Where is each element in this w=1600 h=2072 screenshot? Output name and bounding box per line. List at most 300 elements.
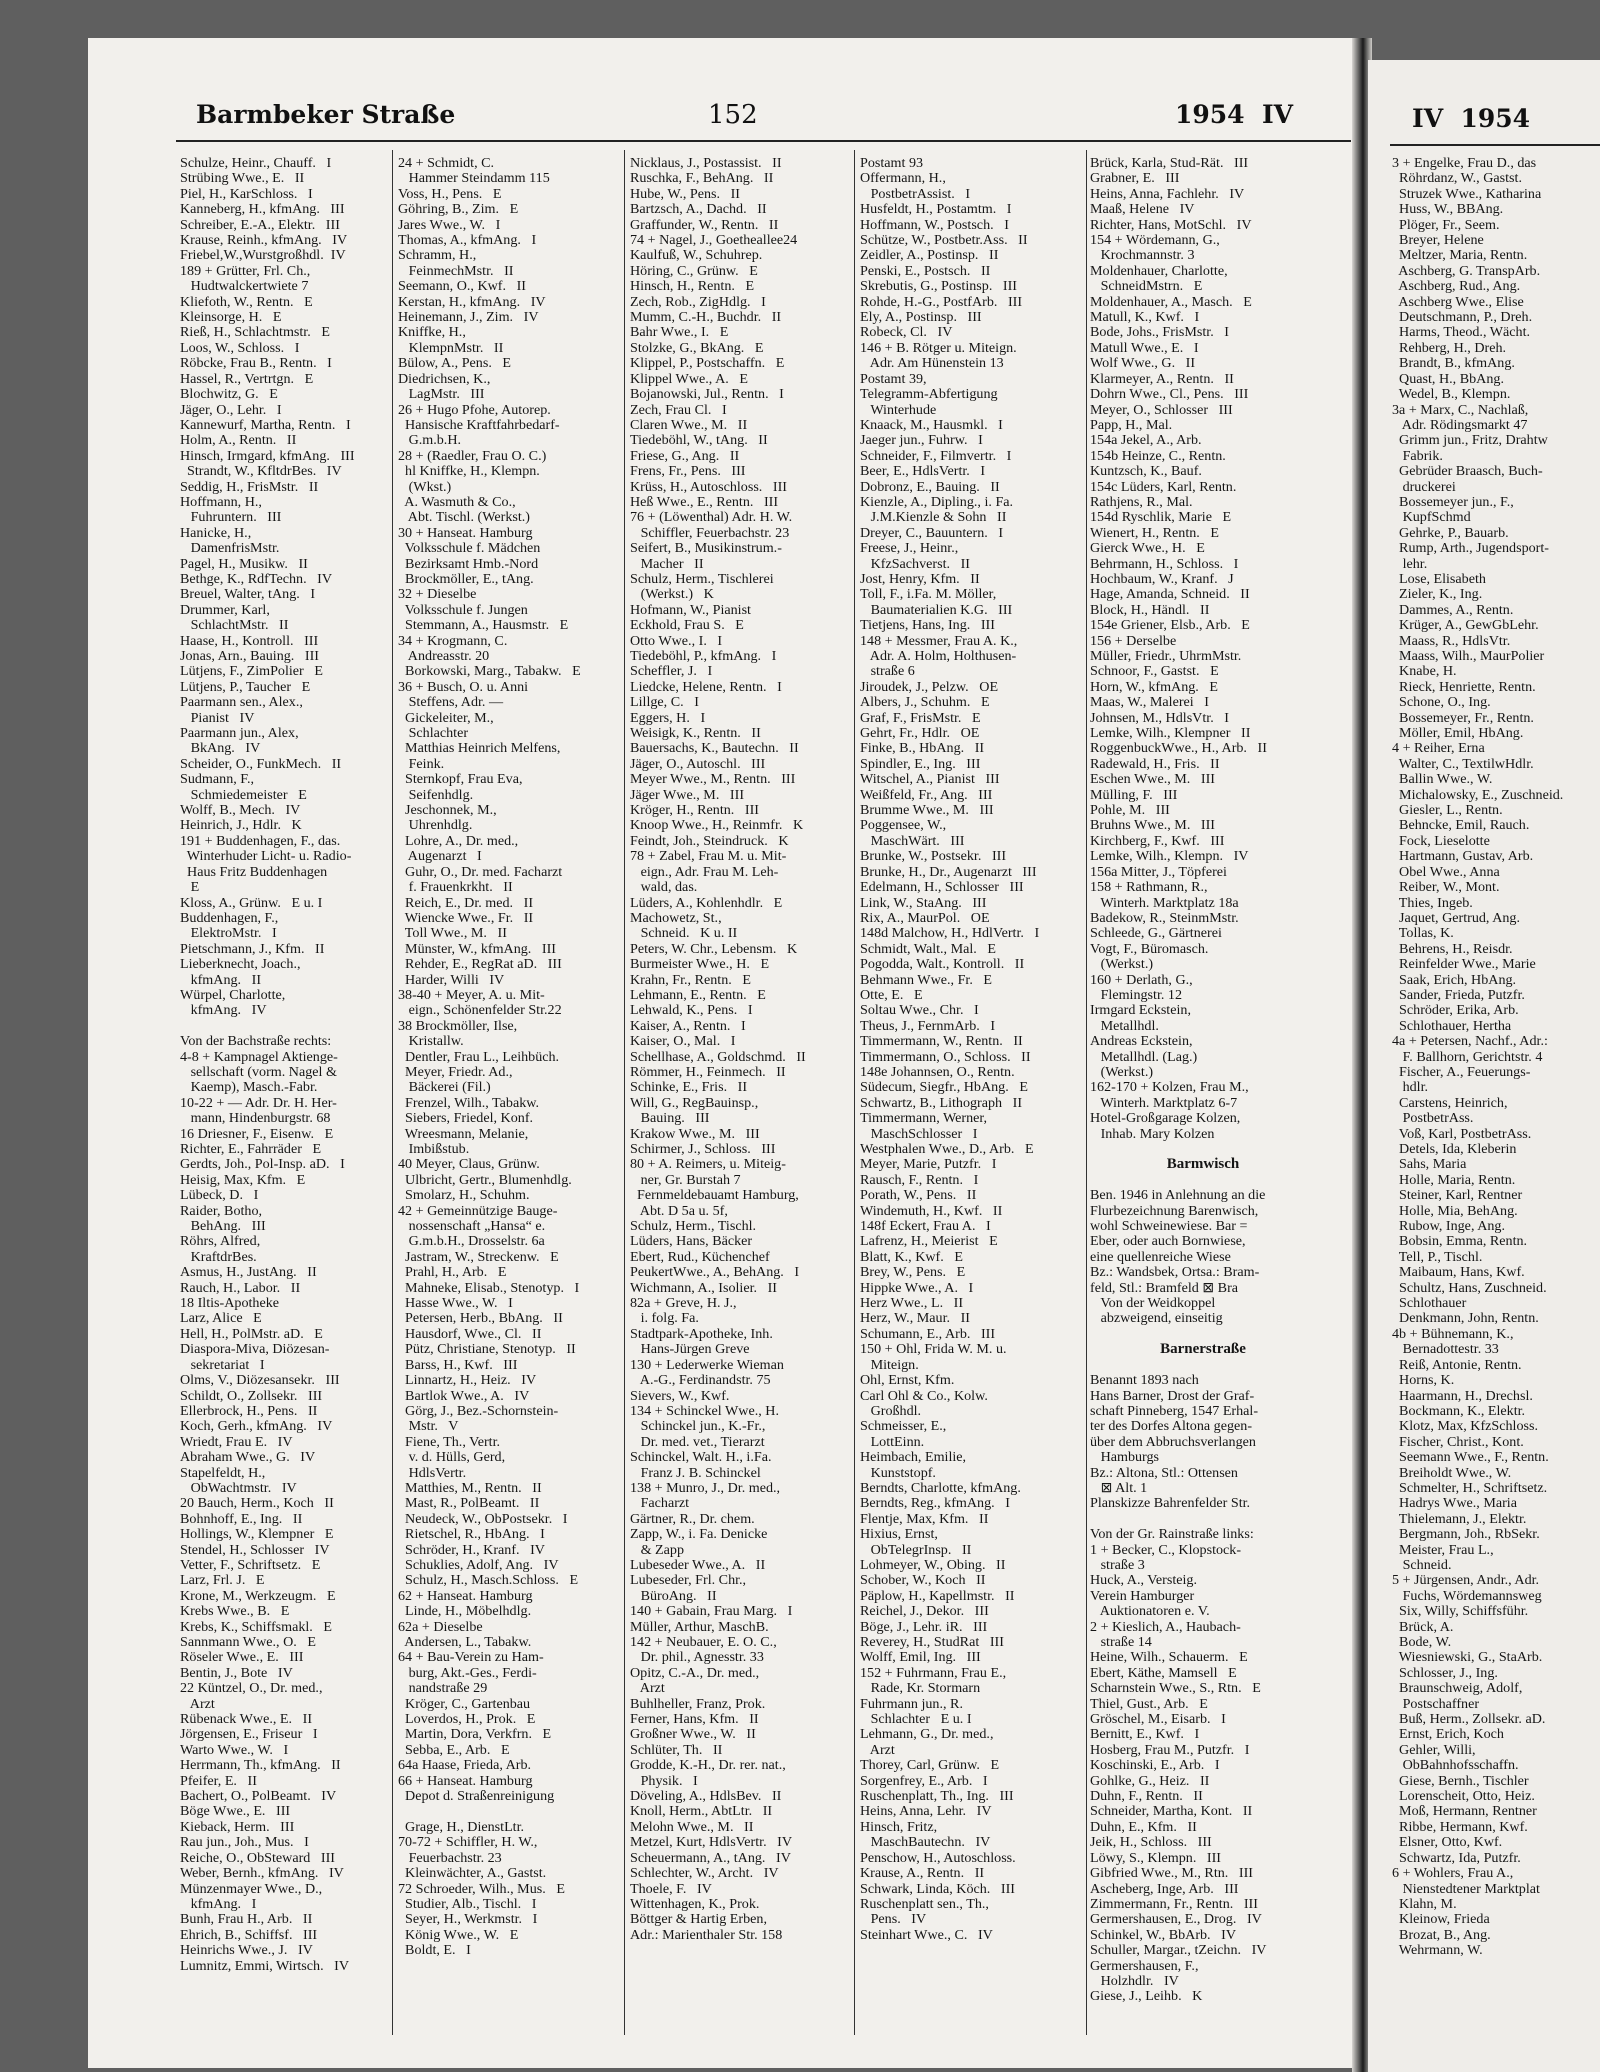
directory-entry: Krakow Wwe., M. III [630,1125,760,1142]
directory-entry: Dr. phil., Agnesstr. 33 [630,1649,764,1666]
directory-entry: Schuller, Margar., tZeichn. IV [1090,1942,1267,1959]
directory-entry: ter des Dorfes Altona gegen- [1090,1418,1253,1435]
directory-entry: Skrebutis, G., Postinsp. III [860,278,1017,295]
directory-entry: (Werkst.) [1090,956,1154,973]
directory-entry: Rix, A., MaurPol. OE [860,909,990,926]
directory-entry: Brozat, B., Ang. [1392,1926,1491,1943]
directory-entry: Wolf Wwe., G. II [1090,355,1196,372]
directory-entry: Johnsen, M., HdlsVtr. I [1090,709,1229,726]
directory-entry: Gärtner, R., Dr. chem. [630,1510,755,1527]
directory-entry: Grimm jun., Fritz, Drahtw [1392,432,1548,449]
directory-entry: Münster, W., kfmAng. III [398,940,556,957]
directory-entry: Brey, W., Pens. E [860,1264,966,1281]
directory-entry: Hofmann, W., Pianist [630,601,751,618]
directory-entry: Wehrmann, W. [1392,1942,1483,1959]
directory-entry: Krochmannstr. 3 [1090,247,1195,264]
directory-entry: Bernitt, E., Kwf. I [1090,1726,1200,1743]
directory-entry: Pfeifer, E. II [180,1772,257,1789]
directory-entry: Jaquet, Gertrud, Ang. [1392,909,1520,926]
directory-entry: Thoele, F. IV [630,1880,712,1897]
directory-entry: Dobronz, E., Bauing. II [860,478,1000,495]
directory-entry: Krebs, K., Schiffsmakl. E [180,1618,333,1635]
directory-entry: Wiesniewski, G., StaArb. [1392,1649,1543,1666]
directory-entry: 38-40 + Meyer, A. u. Mit- [398,986,545,1003]
directory-entry: Postamt 39, [860,370,927,387]
directory-entry: ObTelegrInsp. II [860,1541,972,1558]
directory-entry: Saak, Erich, HbAng. [1392,971,1517,988]
directory-entry: Schlachter E u. I [860,1711,972,1728]
directory-entry: 64a Haase, Frieda, Arb. [398,1757,532,1774]
directory-entry: Schulze, Heinr., Chauff. I [180,156,332,171]
directory-entry: Schröder, H., Kranf. IV [398,1541,545,1558]
directory-entry: Schone, O., Ing. [1392,694,1491,711]
directory-entry: Piel, H., KarSchloss. I [180,185,313,202]
directory-entry: 6 + Wohlers, Frau A., [1392,1865,1514,1882]
directory-entry: Witschel, A., Pianist III [860,771,1000,788]
directory-entry: Buddenhagen, F., [180,909,279,926]
directory-entry: F. Ballhorn, Gerichtstr. 4 [1392,1048,1543,1065]
directory-entry: Jäger, O., Autoschl. III [630,755,766,772]
directory-entry: v. d. Hülls, Gerd, [398,1449,506,1466]
directory-entry: Stemmann, A., Hausmstr. E [398,617,569,634]
column-4 [860,156,1082,2036]
directory-entry: Brunke, W., Postsekr. III [860,848,1007,865]
directory-entry: Jost, Henry, Kfm. II [860,570,980,587]
directory-entry: Gerdts, Joh., Pol-Insp. aD. I [180,1156,345,1173]
directory-entry: 4 + Reiher, Erna [1392,740,1485,757]
directory-entry: Verein Hamburger [1090,1587,1195,1604]
directory-entry: Seemann, O., Kwf. II [398,278,526,295]
directory-entry: Hotel-Großgarage Kolzen, [1090,1110,1241,1127]
directory-entry: Frens, Fr., Pens. III [630,463,746,480]
directory-entry: Bohnhoff, E., Ing. II [180,1510,303,1527]
directory-entry: Ascheberg, Inge, Arb. III [1090,1880,1239,1897]
directory-entry: Schleede, G., Gärtnerei [1090,925,1222,942]
directory-entry: Rübenack Wwe., E. II [180,1711,313,1728]
directory-entry: ⊠ Alt. 1 [1090,1479,1148,1496]
directory-entry: Römmer, H., Feinmech. II [630,1063,786,1080]
directory-entry: LottEinn. [860,1433,925,1450]
directory-entry: 3a + Marx, C., Nachlaß, [1392,401,1529,418]
directory-entry: Gibfried Wwe., M., Rtn. III [1090,1865,1253,1882]
directory-entry: Vogt, F., Büromasch. [1090,940,1209,957]
directory-entry: Paarmann sen., Alex., [180,694,303,711]
directory-entry: Ruschka, F., BehAng. II [630,170,774,187]
directory-entry: J.M.Kienzle & Sohn II [860,509,1007,526]
directory-entry: Hinsch, H., Rentn. E [630,278,755,295]
directory-entry: Hosberg, Frau M., Putzfr. I [1090,1741,1250,1758]
directory-entry: Ely, A., Postinsp. III [860,309,982,326]
directory-entry: burg, Akt.-Ges., Ferdi- [398,1664,537,1681]
directory-entry: Seifenhdlg. [398,786,474,803]
directory-entry: Ernst, Erich, Koch [1392,1726,1504,1743]
directory-entry: Poggensee, W., [860,817,947,834]
directory-entry: Barss, H., Kwf. III [398,1356,518,1373]
directory-entry: Schreiber, E.-A., Elektr. III [180,216,340,233]
directory-entry: kfmAng. II [180,971,262,988]
directory-entry: Tiedeböhl, W., tAng. II [630,432,768,449]
directory-entry [1090,1358,1316,1373]
directory-entry: Ellerbrock, H., Pens. II [180,1402,318,1419]
directory-entry: Görg, J., Bez.-Schornstein- [398,1402,559,1419]
directory-entry: Wolff, Emil, Ing. III [860,1649,981,1666]
directory-entry: Schneid. K u. II [630,925,738,942]
directory-entry: Papp, H., Mal. [1090,416,1173,433]
directory-entry: Volksschule f. Mädchen [398,540,541,557]
directory-entry: Baumaterialien K.G. III [860,601,1013,618]
directory-entry: Zimmermann, Fr., Rentn. III [1090,1895,1258,1912]
directory-entry: Klahn, M. [1392,1895,1457,1912]
directory-entry: Brück, Karla, Stud-Rät. III [1090,156,1249,171]
directory-entry: Macher II [630,555,704,572]
directory-entry: Peters, W. Chr., Lebensm. K [630,940,798,957]
directory-entry: Adr.: Marienthaler Str. 158 [630,1926,783,1943]
directory-entry: Päplow, H., Kapellmstr. II [860,1587,1015,1604]
directory-entry: 18 Iltis-Apotheke [180,1295,280,1312]
directory-entry: Winterhuder Licht- u. Radio- [180,848,352,865]
directory-entry: Boldt, E. I [398,1942,471,1959]
directory-entry: 66 + Hanseat. Hamburg [398,1772,533,1789]
directory-entry: Imbißstub. [398,1141,470,1157]
directory-entry: Edelmann, H., Schlosser III [860,879,1024,896]
directory-entry: ner, Gr. Burstah 7 [630,1171,741,1188]
directory-entry: Kieback, Herm. III [180,1818,295,1835]
directory-entry: Warto Wwe., W. I [180,1741,289,1758]
directory-entry [1090,1327,1316,1342]
directory-entry: (Werkst.) [1090,1063,1154,1080]
directory-entry: Bahr Wwe., I. E [630,324,729,341]
directory-entry: Telegramm-Abfertigung [860,386,998,403]
directory-entry: Kuntzsch, K., Bauf. [1090,463,1202,480]
directory-entry: Pietschmann, J., Kfm. II [180,940,325,957]
directory-entry: G.m.b.H., Drosselstr. 6a [398,1233,545,1250]
directory-entry: Lemke, Wilh., Klempner II [1090,725,1251,742]
directory-entry: Bode, W. [1392,1634,1452,1650]
directory-entry: Möller, Emil, HbAng. [1392,725,1524,742]
directory-entry: 150 + Ohl, Frida W. M. u. [860,1341,1007,1358]
directory-entry: Gohlke, G., Heiz. II [1090,1772,1210,1789]
directory-entry: Rausch, F., Rentn. I [860,1171,979,1188]
column-5 [1090,156,1316,2036]
directory-entry: Winterhude [860,401,937,418]
directory-entry: Schiffler, Feuerbachstr. 23 [630,524,790,541]
directory-entry: SchlachtMstr. II [180,617,289,634]
directory-entry: Meltzer, Maria, Rentn. [1392,247,1528,264]
directory-entry: Bunh, Frau H., Arb. II [180,1911,313,1928]
directory-entry: Krahn, Fr., Rentn. E [630,971,751,988]
directory-entry: Linde, H., Möbelhdlg. [398,1603,532,1620]
directory-entry: Depot d. Straßenreinigung [398,1788,555,1805]
directory-entry: Reiche, O., ObSteward III [180,1849,335,1866]
directory-entry: Quast, H., BbAng. [1392,370,1504,387]
directory-entry: Toll, F., i.Fa. M. Möller, [860,586,997,603]
directory-entry: Meyer Wwe., M., Rentn. III [630,771,796,788]
directory-entry: Stolzke, G., BkAng. E [630,339,764,356]
directory-entry: Thies, Ingeb. [1392,894,1473,911]
directory-entry: Blatt, K., Kwf. E [860,1248,963,1265]
directory-entry: Robeck, Cl. IV [860,324,953,341]
directory-entry: Hanicke, H., [180,524,252,541]
directory-entry: 82a + Greve, H. J., [630,1295,737,1312]
directory-entry: 28 + (Raedler, Frau O. C.) [398,447,547,464]
directory-entry: Hammer Steindamm 115 [398,170,550,187]
directory-entry: 154e Griener, Elsb., Arb. E [1090,617,1250,634]
directory-entry: mann, Hindenburgstr. 68 [180,1110,331,1127]
directory-entry: Dreyer, C., Bauuntern. I [860,524,1004,541]
directory-entry: Lubeseder Wwe., A. II [630,1556,766,1573]
directory-entry: Gehler, Willi, [1392,1741,1476,1758]
directory-entry: Lohre, A., Dr. med., [398,832,519,849]
directory-entry: 62a + Dieselbe [398,1618,483,1635]
directory-entry: Reverey, H., StudRat III [860,1634,1004,1650]
directory-entry: Rathjens, R., Mal. [1090,493,1193,510]
directory-entry: Ferner, Hans, Kfm. II [630,1711,759,1728]
directory-entry: Pohle, M. III [1090,802,1170,819]
directory-entry: Schlachter [398,725,469,742]
directory-entry: Brumme Wwe., M. III [860,802,994,819]
directory-entry: straße 14 [1090,1634,1152,1650]
directory-entry: Larz, Frl. J. E [180,1572,265,1589]
directory-entry: Scheffler, J. I [630,663,713,680]
directory-entry: Mast, R., PolBeamt. II [398,1495,540,1512]
directory-entry: Knaack, M., Hausmkl. I [860,416,1003,433]
directory-entry: König Wwe., W. E [398,1926,519,1943]
directory-entry: 154 + Wördemann, G., [1090,232,1220,249]
directory-entry: Ruschenplatt, Th., Ing. III [860,1788,1014,1805]
directory-entry: Seddig, H., FrisMstr. II [180,478,319,495]
directory-entry: 189 + Grütter, Frl. Ch., [180,262,311,279]
directory-entry: Löwy, S., Klempn. III [1090,1849,1221,1866]
directory-entry: Wienert, H., Rentn. E [1090,524,1219,541]
facing-header-rule [1390,144,1600,146]
directory-entry: kfmAng. I [180,1895,257,1912]
directory-entry: ObWachtmstr. IV [180,1479,297,1496]
directory-entry: Plöger, Fr., Seem. [1392,216,1500,233]
directory-entry: 130 + Lederwerke Wieman [630,1356,784,1373]
directory-entry: Von der Bachstraße rechts: [180,1033,332,1050]
directory-entry: Thiel, Gust., Arb. E [1090,1695,1208,1712]
directory-entry: Hoffmann, H., [180,493,262,510]
directory-entry: Planskizze Bahrenfelder Str. [1090,1495,1251,1512]
directory-entry: Carl Ohl & Co., Kolw. [860,1387,988,1404]
directory-entry: Graffunder, W., Rentn. II [630,216,779,233]
directory-entry: wohl Schweinewiese. Bar = [1090,1218,1248,1235]
directory-entry: straße 3 [1090,1556,1145,1573]
directory-entry: Zapp, W., i. Fa. Denicke [630,1526,768,1543]
column-2 [398,156,620,2036]
directory-entry: 78 + Zabel, Frau M. u. Mit- [630,848,787,865]
directory-entry: Smolarz, H., Schuhm. [398,1187,530,1204]
directory-entry: FeinmechMstr. II [398,262,514,279]
directory-entry: Franz J. B. Schinckel [630,1464,761,1481]
directory-entry: ObBahnhofsschaffn. [1392,1757,1519,1774]
directory-entry: A. Wasmuth & Co., [398,493,516,510]
directory-entry: Hell, H., PolMstr. aD. E [180,1325,323,1342]
directory-entry: Fuchs, Wördemannsweg [1392,1587,1542,1604]
directory-entry: Gehrt, Fr., Hdlr. OE [860,725,980,742]
directory-entry: Buß, Herm., Zollsekr. aD. [1392,1711,1546,1728]
directory-entry: Winterh. Marktplatz 6-7 [1090,1094,1238,1111]
directory-entry: Hinsch, Irmgard, kfmAng. III [180,447,355,464]
directory-entry: Moldenhauer, A., Masch. E [1090,293,1252,310]
directory-entry: Lafrenz, H., Meierist E [860,1233,998,1250]
directory-entry: Pens. IV [860,1911,927,1928]
directory-entry: Graf, F., FrisMstr. E [860,709,981,726]
directory-entry: Lumnitz, Emmi, Wirtsch. IV [180,1957,350,1974]
directory-entry: Kniffke, H., [398,324,466,341]
directory-entry: Maass, Wilh., MaurPolier [1392,648,1545,664]
directory-entry: Bruhns Wwe., M. III [1090,817,1215,834]
directory-entry: Haase, H., Kontroll. III [180,632,319,649]
directory-entry: Hinsch, Fritz, [860,1818,938,1835]
directory-entry: Nicklaus, J., Postassist. II [630,156,782,171]
directory-entry: Mstr. V [398,1418,459,1435]
directory-entry: Spindler, E., Ing. III [860,755,981,772]
directory-entry: Grage, H., DienstLtr. [398,1818,525,1835]
directory-entry: Großner Wwe., W. II [630,1726,756,1743]
directory-entry: Bobsin, Emma, Rentn. [1392,1233,1528,1250]
directory-entry: Sander, Frieda, Putzfr. [1392,986,1525,1003]
directory-entry: Schwark, Linda, Köch. III [860,1880,1015,1897]
directory-entry: Von der Gr. Rainstraße links: [1090,1526,1254,1543]
directory-entry: Jastram, W., Streckenw. E [398,1248,559,1265]
directory-entry: Harms, Theod., Wächt. [1392,324,1531,341]
directory-entry: Hartmann, Gustav, Arb. [1392,848,1534,865]
directory-entry: Scheuermann, A., tAng. IV [630,1849,791,1866]
directory-entry: 4a + Petersen, Nachf., Adr.: [1392,1033,1548,1050]
directory-entry: Jeschonnek, M., [398,802,497,819]
directory-entry: Jares Wwe., W. I [398,216,501,233]
directory-entry: Germershausen, F., [1090,1957,1199,1974]
directory-entry: Böttger & Hartig Erben, [630,1911,767,1928]
directory-entry: Bossemeyer, Fr., Rentn. [1392,709,1534,726]
directory-entry: KupfSchmd [1392,509,1471,526]
directory-entry: Bergmann, Joh., RbSekr. [1392,1526,1540,1543]
directory-entry: Sternkopf, Frau Eva, [398,771,523,788]
directory-entry: Schlechter, W., Archt. IV [630,1865,779,1882]
directory-entry: sellschaft (vorm. Nagel & [180,1063,337,1080]
directory-entry: Radewald, H., Fris. II [1090,755,1220,772]
directory-entry: 16 Driesner, F., Eisenw. E [180,1125,334,1142]
directory-entry: Giesler, L., Rentn. [1392,802,1503,819]
directory-entry: 154c Lüders, Karl, Rentn. [1090,478,1237,495]
directory-entry: Kloss, A., Grünw. E u. I [180,894,323,911]
directory-entry: Lehmann, E., Rentn. E [630,986,766,1003]
directory-entry: Schinkel, W., BbArb. IV [1090,1926,1237,1943]
directory-entry: Hasse Wwe., W. I [398,1295,513,1312]
directory-entry: Beer, E., HdlsVertr. I [860,463,986,480]
directory-entry: Linnartz, H., Heiz. IV [398,1372,537,1389]
directory-entry: 3 + Engelke, Frau D., das [1392,156,1537,171]
directory-entry: Knabe, H. [1392,663,1457,680]
directory-entry: Fiene, Th., Vertr. [398,1433,501,1450]
directory-entry: Herz Wwe., L. II [860,1295,964,1312]
directory-entry: Otte, E. E [860,986,923,1003]
directory-entry: Finke, B., HbAng. II [860,740,985,757]
directory-entry: Lohmeyer, W., Obing. II [860,1556,1006,1573]
directory-entry: Denkmann, John, Rentn. [1392,1310,1539,1327]
directory-entry: Gröschel, M., Eisarb. I [1090,1711,1226,1728]
directory-entry: Walter, C., TextilwHdlr. [1392,755,1534,772]
directory-entry: SchneidMstrn. E [1090,278,1203,295]
directory-entry: sekretariat I [180,1356,265,1373]
directory-entry: Rieck, Henriette, Rentn. [1392,678,1536,695]
directory-entry: Feuerbachstr. 23 [398,1849,502,1866]
directory-entry [1090,1142,1316,1157]
directory-entry: Bülow, A., Pens. E [398,355,512,372]
directory-entry: Brockmöller, E., tAng. [398,570,534,587]
directory-entry: 148e Johannsen, O., Rentn. [860,1063,1015,1080]
directory-entry: Timmermann, Werner, [860,1110,988,1127]
directory-entry: 42 + Gemeinnützige Bauge- [398,1202,558,1219]
directory-entry: Sievers, W., Kwf. [630,1387,730,1404]
directory-entry: Eggers, H. I [630,709,706,726]
directory-entry: Röseler Wwe., E. III [180,1649,304,1666]
directory-entry: wald, das. [630,879,698,896]
directory-entry: Bethge, K., RdfTechn. IV [180,570,333,587]
directory-entry: Westphalen Wwe., D., Arb. E [860,1141,1034,1157]
directory-entry: Metallhdl. (Lag.) [1090,1048,1198,1065]
directory-entry: BkAng. IV [180,740,261,757]
directory-entry: Toll Wwe., M. II [398,925,507,942]
directory-entry: Soltau Wwe., Chr. I [860,1002,979,1019]
directory-entry: Schildt, O., Zollsekr. III [180,1387,323,1404]
directory-entry: Hollings, W., Klempner E [180,1526,334,1543]
directory-entry: Zeidler, A., Postinsp. II [860,247,999,264]
directory-entry: 146 + B. Rötger u. Miteign. [860,339,1017,356]
directory-entry: Rehder, E., RegRat aD. III [398,956,562,973]
directory-entry: Rauch, H., Labor. II [180,1279,301,1296]
directory-entry: feld, Stl.: Bramfeld ⊠ Bra [1090,1279,1239,1296]
directory-entry: Arzt [630,1680,665,1697]
directory-entry: MaschBautechn. IV [860,1834,991,1851]
directory-entry: Reich, E., Dr. med. II [398,894,534,911]
directory-entry: Gierck Wwe., H. E [1090,540,1205,557]
directory-entry: Kröger, C., Gartenbau [398,1695,531,1712]
street-section-title: Barmwisch [1166,1156,1240,1173]
directory-entry: Schneider, F., Filmvertr. I [860,447,1012,464]
directory-entry: Claren Wwe., M. II [630,416,748,433]
directory-entry: Brunke, H., Dr., Augenarzt III [860,863,1037,880]
directory-entry: Maass, R., HdlsVtr. [1392,632,1511,649]
directory-entry: 156 + Derselbe [1090,632,1177,649]
column-divider [854,150,855,2035]
directory-entry: Holle, Mia, BehAng. [1392,1202,1518,1219]
directory-entry: Wiencke Wwe., Fr. II [398,909,534,926]
directory-entry: Röbcke, Frau B., Rentn. I [180,355,332,372]
directory-entry: Stendel, H., Schlosser IV [180,1541,330,1558]
directory-entry: Behncke, Emil, Rauch. [1392,817,1530,834]
directory-entry: Maas, W., Malerei I [1090,694,1209,711]
directory-entry: Guhr, O., Dr. med. Facharzt [398,863,563,880]
directory-entry: Zieler, K., Ing. [1392,586,1483,603]
directory-entry: Lehwald, K., Pens. I [630,1002,753,1019]
directory-entry: Grodde, K.-H., Dr. rer. nat., [630,1757,786,1774]
directory-entry: Physik. I [630,1772,698,1789]
directory-entry: Pütz, Christiane, Stenotyp. II [398,1341,576,1358]
directory-entry: Aschberg, G. TranspArb. [1392,262,1541,279]
directory-entry: Hudtwalckertwiete 7 [180,278,309,295]
directory-entry: Sahs, Maria [1392,1156,1467,1173]
edition-year: 1954 IV [1175,100,1294,129]
directory-entry: Lemke, Wilh., Klempn. IV [1090,848,1249,865]
directory-entry: Flurbezeichnung Barenwisch, [1090,1202,1259,1219]
directory-entry: Timmermann, O., Schloss. II [860,1048,1031,1065]
directory-entry: Lüders, Hans, Bäcker [630,1233,753,1250]
directory-entry: Kleinsorge, H. E [180,309,282,326]
directory-entry: Wreesmann, Melanie, [398,1125,529,1142]
directory-entry: Fernmeldebauamt Hamburg, [630,1187,799,1204]
